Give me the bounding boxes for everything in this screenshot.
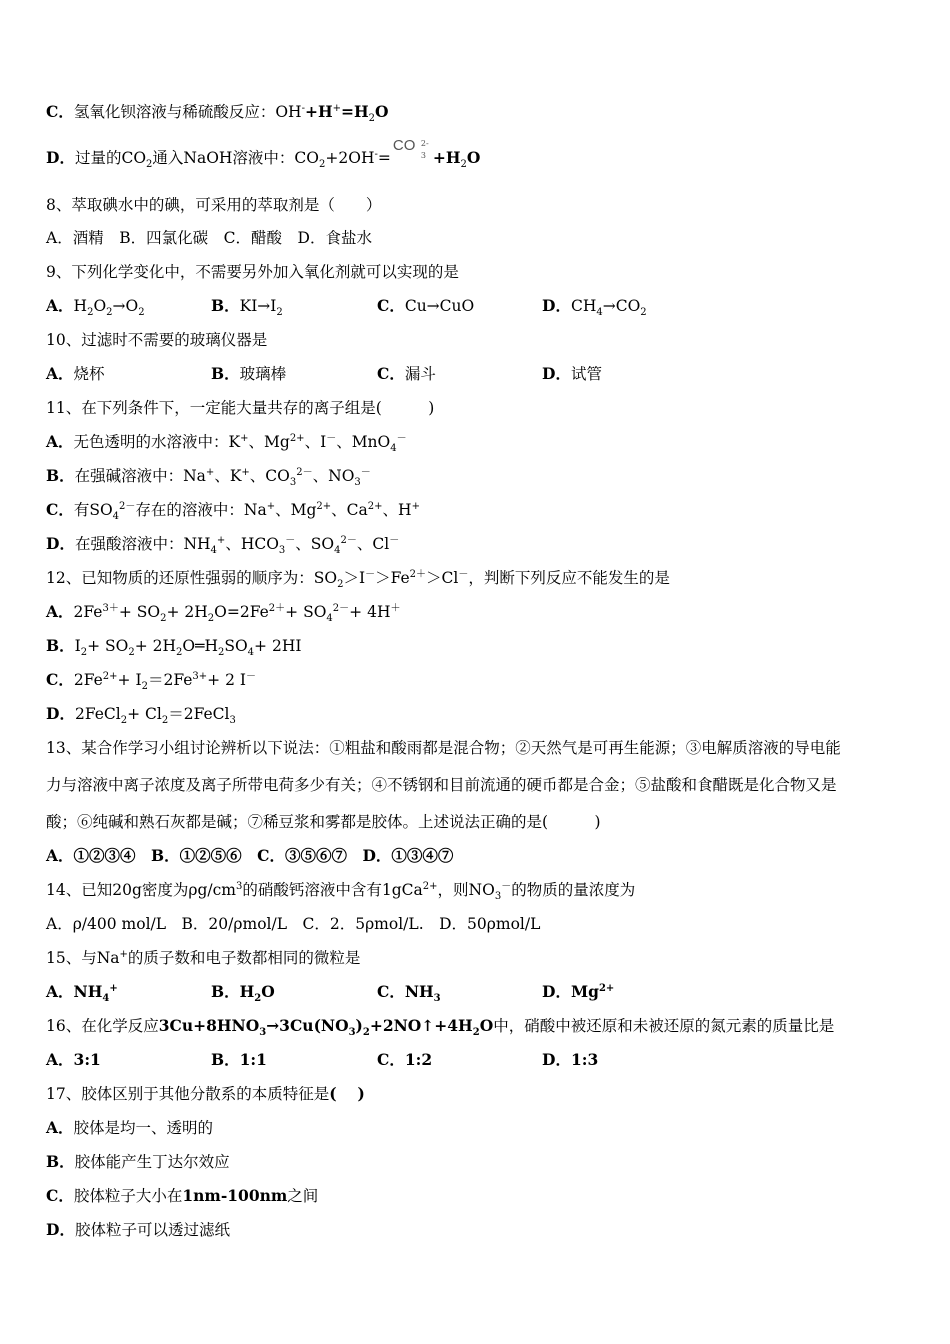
carbonate-ion-image: CO 2- 3 xyxy=(392,137,429,160)
q9-option-d: D．$CH_4\to CO_2$ xyxy=(542,296,647,319)
q9-option-b: B．$KI\to I_2$ xyxy=(211,296,283,319)
q13-stem-line1: 13、某合作学习小组讨论辨析以下说法：①粗盐和酸雨都是混合物；②天然气是可再生能源；③电解质溶液的导电能 xyxy=(46,739,841,757)
q8-options: A．酒精 B．四氯化碳 C．醋酸 D．食盐水 xyxy=(46,229,372,247)
q8-stem: 8、萃取碘水中的碘，可采用的萃取剂是（ ） xyxy=(46,196,382,214)
q7-option-c: C．氢氧化钡溶液与稀硫酸反应：$OH^-+H^+=H_2O$ xyxy=(46,102,389,125)
q12-stem: 12、已知物质的还原性强弱的顺序为：$SO_2>I^->Fe^{2+}>Cl^-$，判断下列反应不能发生的是 xyxy=(46,568,670,591)
q12-option-c: C．$2Fe^{2+}+ I_2=2Fe^{3+}+ 2$ I－ xyxy=(46,670,256,693)
q16-stem: 16、在化学反应$3Cu+8HNO_3\to 3Cu(NO_3)_2+2NO↑+4H_2O$中，硝酸中被还原和未被还原的氮元素的质量比是 xyxy=(46,1016,835,1039)
q12-option-d: D．2FeCl$_2$+ $Cl_2=2FeCl_3$ xyxy=(46,704,236,727)
q11-option-c: C．有$SO_4^{2-}$存在的溶液中：Na+、$Mg^{2+}$、$Ca^{2+}$、H+ xyxy=(46,500,420,523)
q17-option-a: A．胶体是均一、透明的 xyxy=(46,1118,214,1137)
q11-option-d: D．在强酸溶液中：$NH_4^+$、$HCO_3^-$、$SO_4^{2-}$、Cl－ xyxy=(46,534,400,557)
q13-stem-line2: 力与溶液中离子浓度及离子所带电荷多少有关；④不锈钢和目前流通的硬币都是合金；⑤盐酸和食醋既是化合物又是 xyxy=(46,776,837,794)
q9-option-a: A．$H_2O_2\to O_2$ xyxy=(46,296,145,319)
q14-stem: 14、已知20g密度为$\rho g/cm^3$的硝酸钙溶液中含有1gCa$^{2+}$，则$NO_3^-$的物质的量浓度为 xyxy=(46,880,636,903)
q13-stem-line3: 酸；⑥纯碱和熟石灰都是碱；⑦稀豆浆和雾都是胶体。上述说法正确的是( ) xyxy=(46,813,601,831)
q15-stem: 15、与Na+的质子数和电子数都相同的微粒是 xyxy=(46,948,361,967)
q17-stem: 17、胶体区别于其他分散系的本质特征是( ) xyxy=(46,1084,365,1103)
q10-stem: 10、过滤时不需要的玻璃仪器是 xyxy=(46,331,268,349)
q9-stem: 9、下列化学变化中，不需要另外加入氧化剂就可以实现的是 xyxy=(46,263,459,281)
q9-option-c: C．Cu→CuO xyxy=(377,296,475,315)
q13-options: A．①②③④ B．①②⑤⑥ C．③⑤⑥⑦ D．①③④⑦ xyxy=(46,846,454,865)
q17-option-c: C．胶体粒子大小在1nm-100nm之间 xyxy=(46,1186,319,1205)
q11-stem: 11、在下列条件下，一定能大量共存的离子组是( ) xyxy=(46,399,435,417)
q11-option-a: A．无色透明的水溶液中：K+、$Mg^{2+}$、I－、MnO$_4$－ xyxy=(46,432,407,455)
q17-option-d: D．胶体粒子可以透过滤纸 xyxy=(46,1220,230,1239)
q17-option-b: B．胶体能产生丁达尔效应 xyxy=(46,1152,230,1171)
q12-option-b: B．$I_2+ SO_2+$ $2H_2O═H_2SO_4+ 2HI$ xyxy=(46,636,302,659)
q7-option-d: D．过量的$CO_2$通入NaOH溶液中：$CO_2+2OH^-=$ CO 2- 3 $+H_2O$ xyxy=(46,137,481,171)
q12-option-a: A．$2Fe^{3+}+ SO_2+ 2H_2O=2Fe^{2+}+ SO_4^{2-}+ 4H^+$ xyxy=(46,602,401,625)
q14-options: A．ρ/400 mol/L B．20/ρmol/L C．2．5ρmol/L. D．50ρmol/L xyxy=(46,915,541,933)
q11-option-b: B．在强碱溶液中：Na+、K+、$CO_3^{2-}$、$NO_3^-$ xyxy=(46,466,371,489)
